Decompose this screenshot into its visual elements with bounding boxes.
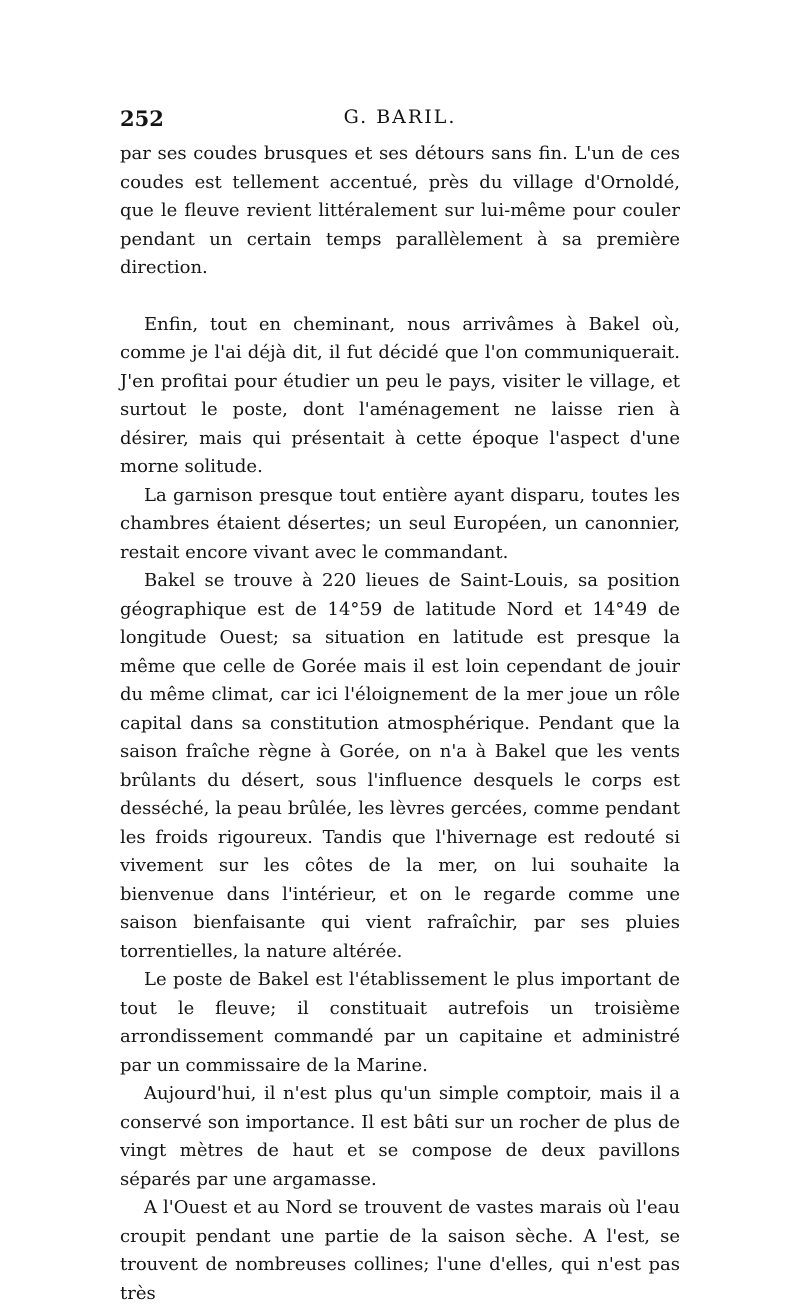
body-text xyxy=(120,140,680,1308)
book-page xyxy=(120,100,680,1308)
paragraph: Le poste de Bakel est l'établissement le plus important de tout le fleuve; il constituait autrefois un troisième arrondissement commandé par un capitaine et administré par un commissaire de la Marine. xyxy=(120,969,680,1076)
page-header xyxy=(120,100,680,140)
running-head: G. BARIL. xyxy=(343,106,457,128)
paragraph: Aujourd'hui, il n'est plus qu'un simple comptoir, mais il a conservé son importance. Il est bâti sur un rocher de plus de vingt mètres de haut et se compose de deux pavillons séparés par une argamasse. xyxy=(120,1083,680,1190)
paragraph-continuation: par ses coudes brusques et ses détours sans fin. L'un de ces coudes est tellement accentué, près du village d'Ornoldé, que le fleuve revient littéralement sur lui-même pour couler pendant un certain temps parallèlement à sa première direction. xyxy=(120,143,680,278)
paragraph: La garnison presque tout entière ayant disparu, toutes les chambres étaient désertes; un seul Européen, un canonnier, restait encore vivant avec le commandant. xyxy=(120,484,680,563)
paragraph: A l'Ouest et au Nord se trouvent de vastes marais où l'eau croupit pendant une partie de la saison sèche. A l'est, se trouvent de nombreuses collines; l'une d'elles, qui n'est pas très xyxy=(120,1197,680,1304)
paragraph: Bakel se trouve à 220 lieues de Saint-Louis, sa position géographique est de 14°59 de latitude Nord et 14°49 de longitude Ouest; sa situation en latitude est presque la même que celle de Gorée mais il est loin cependant de jouir du même climat, car ici l'éloignement de la mer joue un rôle capital dans sa constitution atmosphérique. Pendant que la saison fraîche règne à Gorée, on n'a à Bakel que les vents brûlants du désert, sous l'influence desquels le corps est desséché, la peau brûlée, les lèvres gercées, comme pendant les froids rigoureux. Tandis que l'hivernage est redouté si vivement sur les côtes de la mer, on lui souhaite la bienvenue dans l'intérieur, et on le regarde comme une saison bienfaisante qui vient rafraîchir, par ses pluies torrentielles, la nature altérée. xyxy=(120,570,680,962)
page-number: 252 xyxy=(120,106,164,131)
paragraph: Enfin, tout en cheminant, nous arrivâmes à Bakel où, comme je l'ai déjà dit, il fut décidé que l'on communiquerait. J'en profitai pour étudier un peu le pays, visiter le village, et surtout le poste, dont l'aménagement ne laisse rien à désirer, mais qui présentait à cette époque l'aspect d'une morne solitude. xyxy=(120,313,680,477)
